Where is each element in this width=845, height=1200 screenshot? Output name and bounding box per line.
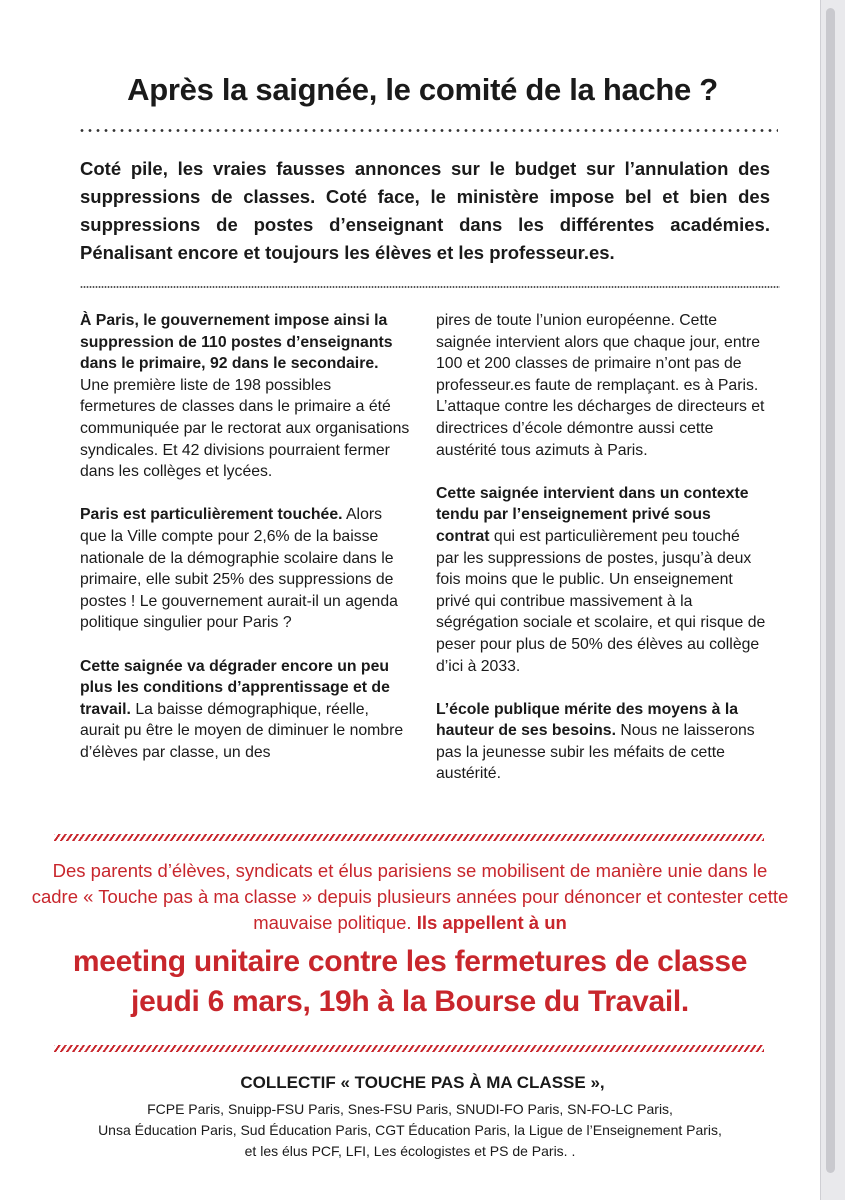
collective-title: COLLECTIF « TOUCHE PAS À MA CLASSE »,: [240, 1073, 605, 1092]
call-to-action: [30, 858, 790, 936]
paragraph: [436, 483, 766, 677]
page-title: Après la saignée, le comité de la hache ?: [127, 72, 718, 107]
meeting-date-headline: jeudi 6 mars, 19h à la Bourse du Travail.: [131, 985, 689, 1018]
body-text: La baisse démographique, réelle, aurait pu être le moyen de diminuer le nombre d’élèves par classe, un des: [80, 700, 404, 761]
right-column: [436, 310, 766, 807]
body-text: pires de toute l’union européenne. Cette saignée intervient alors que chaque jour, entre 100 et 200 classes de primaire n’ont pas de professeur.es faute de remplaçant. es à Paris. L’attaque contre les décharges de directeurs et directrices d’école démontre aussi cette austérité tous azimuts à Paris.: [436, 312, 765, 459]
paragraph: [80, 504, 410, 634]
meeting-headline: meeting unitaire contre les fermetures de classe: [72, 945, 748, 978]
dotted-divider: [78, 128, 778, 133]
signatories: [30, 1099, 790, 1162]
cta-bold: Ils appellent à un: [416, 912, 567, 933]
paragraph: [80, 310, 410, 483]
body-text: Nous ne laisserons pas la jeunesse subir les méfaits de cette austérité.: [436, 722, 755, 783]
paragraph: [436, 310, 766, 461]
signatories-line: FCPE Paris, Snuipp-FSU Paris, Snes-FSU Paris, SNUDI-FO Paris, SN-FO-LC Paris,: [147, 1101, 673, 1117]
red-hatched-divider: [54, 1045, 764, 1052]
bold-lead: À Paris, le gouvernement impose ainsi la suppression de 110 postes d’enseignants dans le primaire, 92 dans le secondaire.: [80, 312, 393, 373]
paragraph: [80, 656, 410, 764]
bold-lead: Paris est particulièrement touchée.: [80, 506, 343, 524]
bold-lead: L’école publique mérite des moyens à la hauteur de ses besoins.: [436, 700, 738, 740]
signatories-line: Unsa Éducation Paris, Sud Éducation Paris, CGT Éducation Paris, la Ligue de l’Enseignement Paris,: [98, 1122, 722, 1138]
body-text: Alors que la Ville compte pour 2,6% de la baisse nationale de la démographie scolaire dans le primaire, elle subit 25% des suppressions de postes ! Le gouvernement aurait-il un agenda politique singulier pour Paris ?: [80, 506, 398, 632]
body-text: qui est particulièrement peu touché par les suppressions de postes, jusqu’à deux fois moins que le public. Un enseignement privé qui contribue massivement à la ségrégation sociale et scolaire, et qui risque de peser pour plus de 50% des élèves au collège d’ici à 2033.: [436, 527, 766, 675]
dotted-divider: [80, 285, 780, 289]
scrollbar[interactable]: [826, 8, 835, 1173]
bold-lead: Cette saignée intervient dans un contexte tendu par l’enseignement privé sous contrat: [436, 484, 749, 545]
body-text: Une première liste de 198 possibles fermetures de classes dans le primaire a été communiquée par le rectorat aux organisations syndicales. Et 42 divisions pourraient fermer dans les collèges et lycées.: [80, 376, 410, 481]
signatories-line: et les élus PCF, LFI, Les écologistes et PS de Paris. .: [244, 1143, 576, 1159]
paragraph: [436, 699, 766, 785]
intro-paragraph: Coté pile, les vraies fausses annonces sur le budget sur l’annulation des suppressions de classes. Coté face, le ministère impose bel et bien des suppressions de postes d’enseignant dans les différentes académies. Pénalisant encore et toujours les élèves et les professeur.es.: [80, 158, 770, 263]
bold-lead: Cette saignée va dégrader encore un peu plus les conditions d’apprentissage et de travail.: [80, 657, 390, 718]
left-column: [80, 310, 410, 785]
cta-text: Des parents d’élèves, syndicats et élus parisiens se mobilisent de manière unie dans le cadre « Touche pas à ma classe » depuis plusieurs années pour dénoncer et contester cette mauvaise politique.: [31, 860, 789, 933]
red-hatched-divider: [54, 834, 764, 841]
